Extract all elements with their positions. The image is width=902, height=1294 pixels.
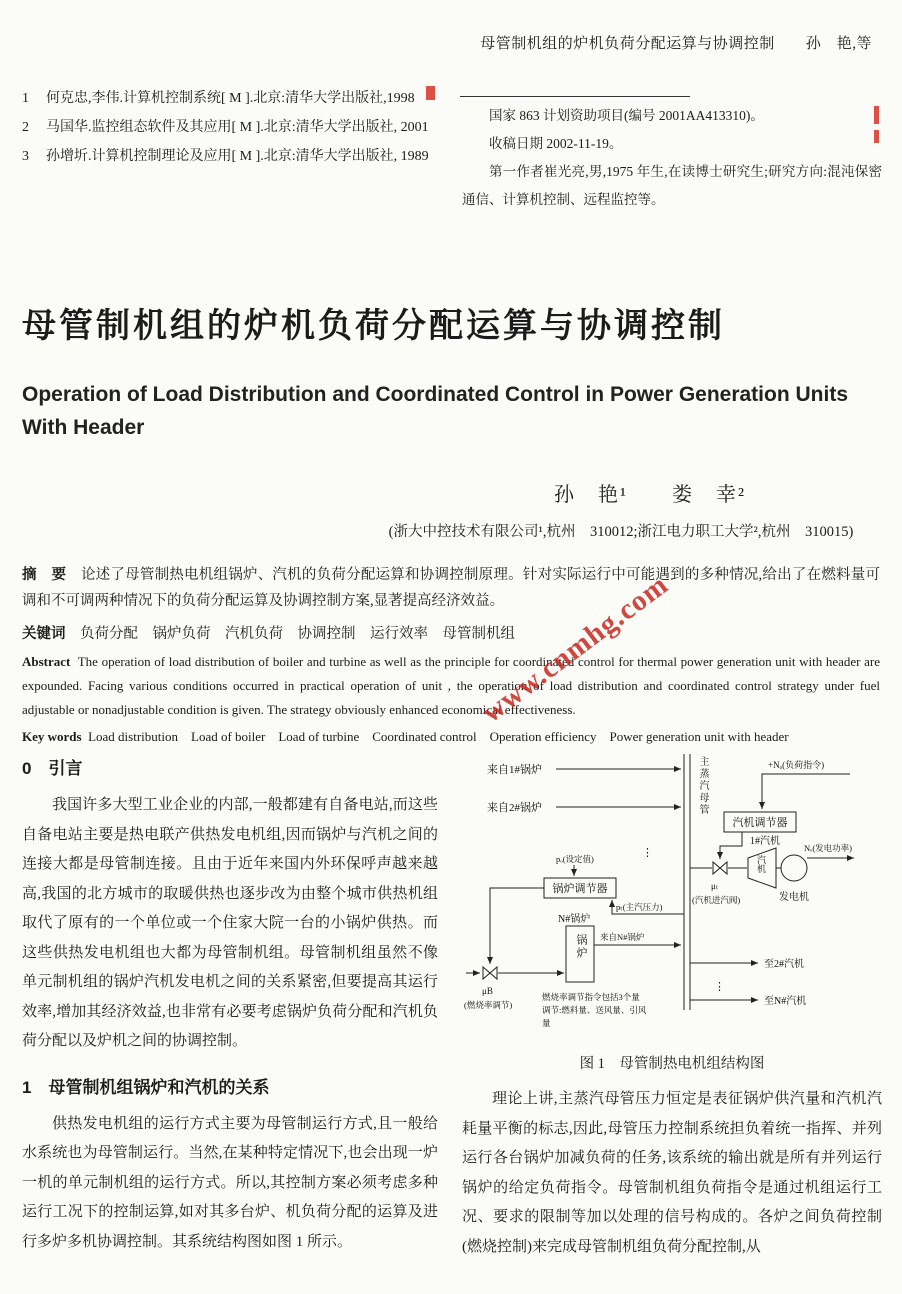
boiler-label: 锅炉 [575, 934, 587, 960]
turbine-1-label: 1#汽机 [750, 836, 780, 847]
boiler-n-label: N#锅炉 [558, 914, 591, 925]
reference-text: 马国华.监控组态软件及其应用[ M ].北京:清华大学出版社, 2001 [46, 120, 429, 135]
main-steam-header-label: 主蒸汽母管 [697, 756, 708, 816]
keywords-zh [22, 622, 880, 643]
regulator-to-valve-line [720, 832, 742, 859]
footnote-received: 收稿日期 2002-11-19。 [489, 136, 623, 151]
abstract-en-text: The operation of load distribution of boiler and turbine as well as the principle for coordinated control for thermal power generation unit with header are expounded. Facing various conditions occurred in practical operation of unit , the operation of load distribution and coordinated control strategy under fuel adjustable or nonadjustable condition is given. The strategy obviously enhanced economical effectiveness. [22, 654, 881, 717]
turbine-steam-line [690, 862, 747, 874]
mu-t-label: μₜ [711, 881, 719, 891]
reference-item [22, 113, 434, 142]
affiliation-line: (浙大中控技术有限公司¹,杭州 310012;浙江电力职工大学²,杭州 310015) [388, 524, 854, 540]
watermark: www.cnmhg.com [476, 568, 675, 729]
scan-artifact [874, 130, 879, 143]
power-output-label: Nₑ(发电功率) [804, 843, 852, 853]
keywords-en-label: Key words [22, 729, 82, 744]
scan-artifact [426, 86, 435, 100]
generator-shape [781, 855, 807, 881]
keywords-en-text: Load distribution Load of boiler Load of turbine Coordinated control Operation efficiency Power generation unit with header [88, 729, 789, 744]
turbine-label: 汽机 [756, 855, 766, 873]
ellipsis-turbines: ⋮ [714, 981, 725, 993]
abstract-zh [22, 562, 880, 614]
figure-1-diagram [462, 748, 882, 1048]
keywords-en [22, 726, 880, 745]
right-column-paragraph: 理论上讲,主蒸汽母管压力恒定是表征锅炉供汽量和汽机汽耗量平衡的标志,因此,母管压力控制系统担负着统一指挥、并列运行各台锅炉加减负荷的任务,该系统的输出就是所有并列运行锅炉的给定负荷指令。母管制机组负荷指令是通过机组运行工况、要求的限制等加以处理的信号构成的。各炉之间负荷控制(燃烧控制)来完成母管制机组负荷分配控制,从 [462, 1091, 882, 1255]
authors-line: 孙 艳¹ 娄 幸² [554, 484, 746, 506]
footnote-fund: 国家 863 计划资助项目(编号 2001AA413310)。 [489, 108, 764, 123]
turbine-inlet-valve [713, 862, 727, 874]
section-0-heading: 0 引言 [22, 759, 83, 778]
burn-note-line-1: 燃烧率调节指令包括3个量 [542, 992, 640, 1002]
keywords-zh-text: 负荷分配 锅炉负荷 汽机负荷 协调控制 运行效率 母管制机组 [80, 626, 515, 642]
reference-number: 3 [22, 149, 29, 164]
scan-artifact [874, 106, 879, 124]
burn-note-line-2: 调节:燃料量、送风量、引风 [542, 1005, 647, 1015]
reference-item [22, 84, 434, 113]
generator-label: 发电机 [779, 892, 809, 903]
abstract-zh-label: 摘 要 [22, 567, 67, 583]
running-header: 母管制机组的炉机负荷分配运算与协调控制 孙 艳,等 [480, 36, 872, 52]
load-command-label: +Nₒ(负荷指令) [768, 760, 825, 770]
fuel-valve [483, 967, 497, 979]
abstract-zh-text: 论述了母管制热电机组锅炉、汽机的负荷分配运算和协调控制原理。针对实际运行中可能遇到的多种情况,给出了在燃料量可调和不可调两种情况下的负荷分配运算及协调控制方案,显著提高经济效益。 [22, 567, 881, 609]
section-1-paragraph: 供热发电机组的运行方式主要为母管制运行方式,且一般给水系统也为母管制运行。当然,在某种特定情况下,也会出现一炉一机的单元制机组的运行方式。所以,其控制方案必须考虑多种运行工况下的控制运算,如对其多台炉、机负荷分配的运算及进行多炉多机协调控制。其系统结构图如图 1 所示。 [22, 1115, 438, 1250]
to-turbine-n-label: 至N#汽机 [764, 996, 807, 1007]
figure-1 [462, 748, 882, 1048]
reference-text: 孙增圻.计算机控制理论及应用[ M ].北京:清华大学出版社, 1989 [46, 149, 429, 164]
turbine-regulator-label: 汽机调节器 [732, 817, 788, 829]
pressure-setpoint-label: pₒ(设定值) [556, 854, 594, 864]
abstract-en-label: Abstract [22, 654, 71, 669]
burn-rate-label: (燃烧率调节) [464, 1000, 513, 1010]
paper-title-zh: 母管制机组的炉机负荷分配运算与协调控制 [22, 307, 725, 345]
section-0-paragraph: 我国许多大型工业企业的内部,一般都建有自备电站,而这些自备电站主要是热电联产供热发电机组,因而锅炉与汽机之间的连接大都是母管制连接。且由于近年来国内外环保呼声越来越高,我国的北方城市的取暖供热也逐步改为由整个城市供热机组取代了原有的一个单位或一个住家大院一台的小锅炉供热。而这些供热发电机组也大都为母管制机组。母管制机组虽然不像单元制机组的锅炉汽机发电机之间的关系紧密,但要提高其运行效率,增加其经济效益,也非常有必要考虑锅炉负荷分配和汽机负荷分配以及炉机之间的协调控制。 [22, 797, 438, 1049]
reference-text: 何克忠,李伟.计算机控制系统[ M ].北京:清华大学出版社,1998 [46, 91, 415, 106]
load-command-line [762, 774, 850, 809]
label-from-boiler-1: 来自1#锅炉 [487, 764, 542, 776]
burn-note-line-3: 量 [542, 1018, 551, 1028]
references-section [22, 84, 434, 171]
figure-caption: 图 1 母管制热电机组结构图 [579, 1056, 765, 1072]
right-column [462, 748, 882, 1262]
paper-title-en: Operation of Load Distribution and Coordinated Control in Power Generation Units With Header [22, 383, 849, 439]
main-steam-header-pipe [684, 754, 690, 1010]
left-column [22, 752, 438, 1257]
main-pressure-label: pₜ(主汽压力) [616, 902, 663, 912]
reference-number: 1 [22, 91, 29, 106]
from-boiler-n-label: 来自N#锅炉 [600, 932, 645, 942]
boiler-regulator-label: 锅炉调节器 [552, 883, 608, 895]
abstract-en [22, 650, 880, 722]
footnotes-section [462, 102, 882, 214]
reference-item [22, 142, 434, 171]
to-turbine-2-label: 至2#汽机 [764, 959, 804, 970]
footnote-author-bio: 第一作者崔光亮,男,1975 年生,在读博士研究生;研究方向:混沌保密通信、计算机控制、远程监控等。 [462, 164, 882, 207]
mu-b-label: μB [482, 986, 493, 996]
reference-number: 2 [22, 120, 29, 135]
footnote-separator [460, 96, 690, 97]
ellipsis-boilers: ⋮ [642, 847, 653, 859]
regulator-to-fuel-valve-line [490, 888, 544, 964]
turbine-valve-label: (汽机进汽阀) [692, 895, 741, 905]
label-from-boiler-2: 来自2#锅炉 [487, 802, 542, 814]
keywords-zh-label: 关键词 [22, 626, 66, 642]
section-1-heading: 1 母管制机组锅炉和汽机的关系 [22, 1077, 270, 1097]
